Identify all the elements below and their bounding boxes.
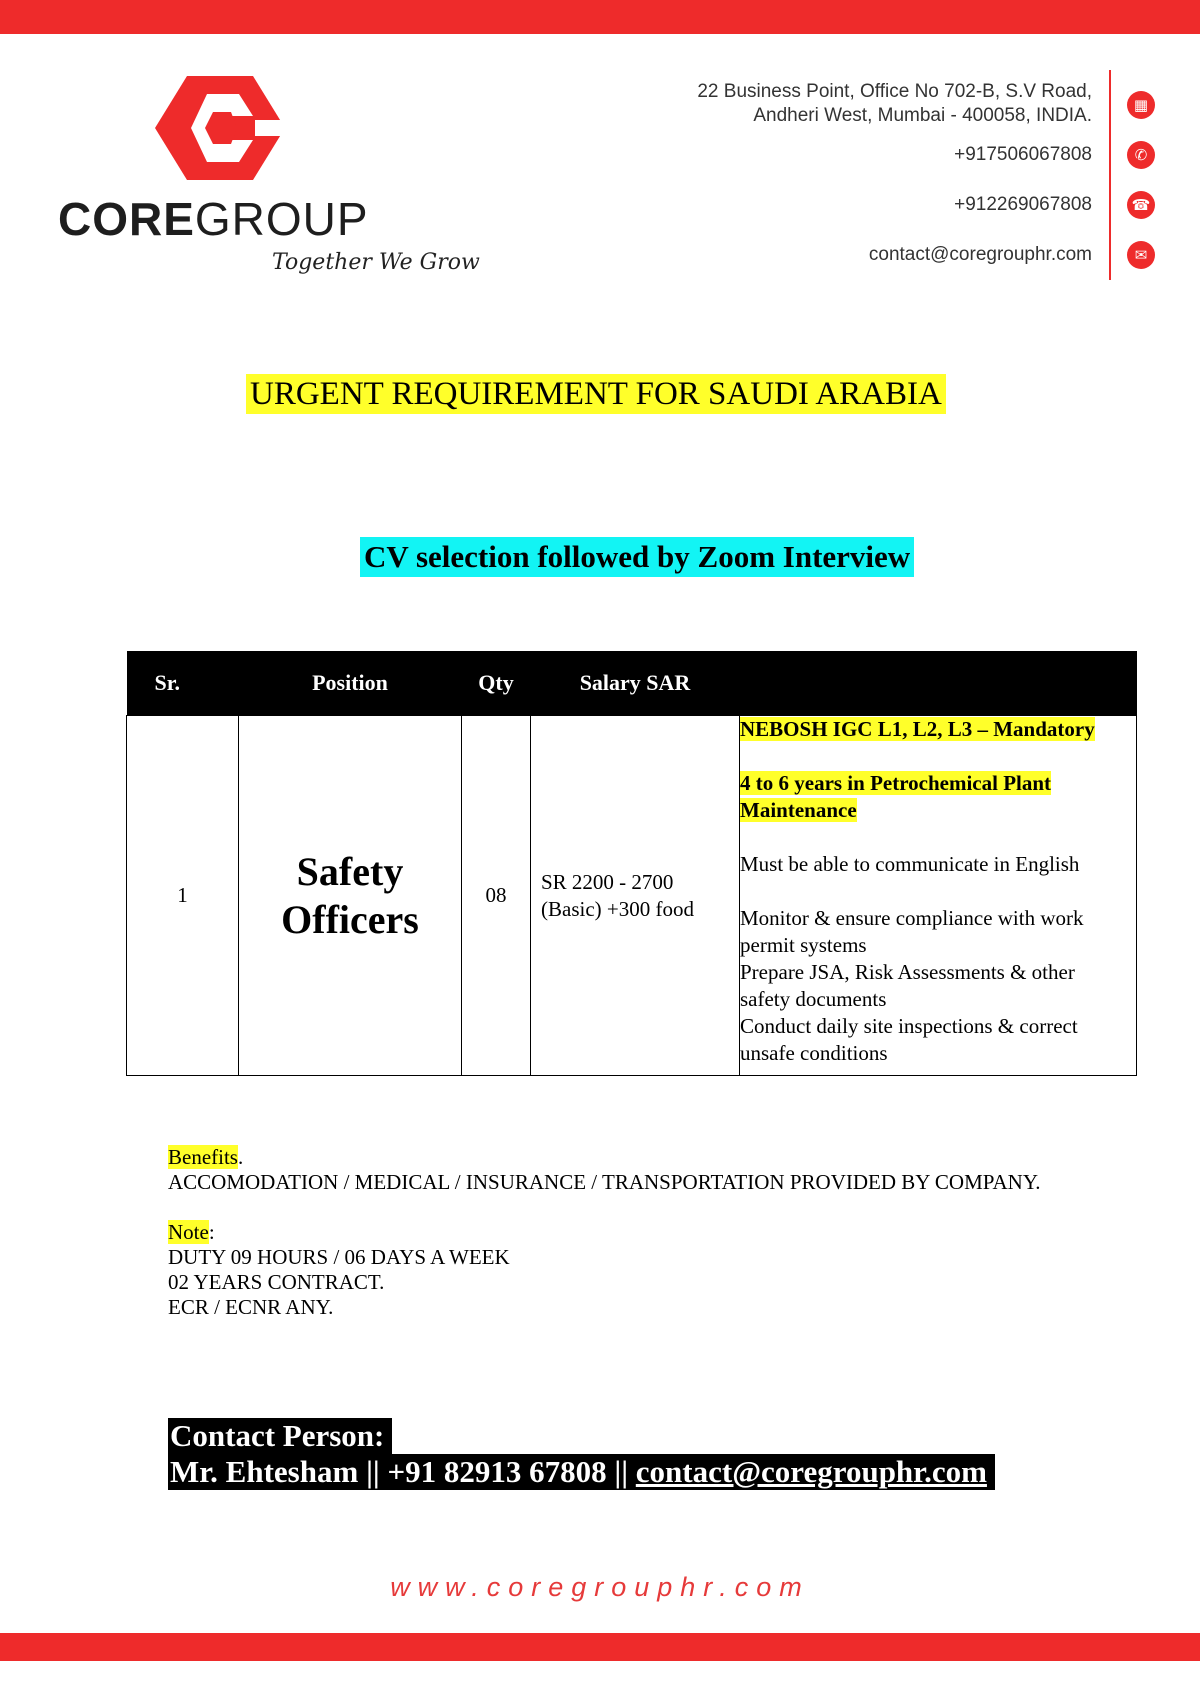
- cell-salary: SR 2200 - 2700 (Basic) +300 food: [531, 716, 740, 1076]
- tagline: Together We Grow: [272, 250, 480, 275]
- note-line-3: ECR / ECNR ANY.: [168, 1295, 334, 1319]
- contact-name: Mr. Ehtesham: [170, 1454, 359, 1489]
- phone-2: +912269067808: [954, 194, 1092, 215]
- req-english: Must be able to communicate in English: [740, 852, 1080, 876]
- duty-1b: permit systems: [740, 933, 867, 957]
- website-link[interactable]: www.coregrouphr.com: [390, 1572, 810, 1602]
- note-label: Note: [168, 1220, 209, 1244]
- contact-label: Contact Person:: [168, 1418, 392, 1454]
- header-sr: Sr.: [127, 651, 239, 716]
- header-requirements: [740, 651, 1137, 716]
- header-email: contact@coregrouphr.com: [868, 244, 1092, 265]
- duty-3b: unsafe conditions: [740, 1041, 888, 1065]
- duty-3a: Conduct daily site inspections & correct: [740, 1014, 1078, 1038]
- brand-name: COREGROUP: [58, 193, 369, 245]
- duty-2b: safety documents: [740, 987, 887, 1011]
- top-red-bar: [0, 0, 1200, 34]
- address: 22 Business Point, Office No 702-B, S.V Road, Andheri West, Mumbai - 400058, INDIA.: [697, 81, 1092, 126]
- contact-divider: [1109, 70, 1111, 280]
- table-row: [127, 716, 1137, 1076]
- building-icon: ▦: [1127, 91, 1155, 119]
- page-title: URGENT REQUIREMENT FOR SAUDI ARABIA: [246, 374, 946, 414]
- subtitle: CV selection followed by Zoom Interview: [360, 537, 914, 577]
- header-qty: Qty: [462, 651, 531, 716]
- header-position: Position: [239, 651, 462, 716]
- contact-person: [168, 1418, 995, 1490]
- req-experience-2: Maintenance: [740, 798, 857, 822]
- req-mandatory: NEBOSH IGC L1, L2, L3 – Mandatory: [740, 717, 1095, 741]
- cell-sr: 1: [127, 716, 239, 1076]
- cell-requirements: [740, 716, 1137, 1076]
- benefits-text: ACCOMODATION / MEDICAL / INSURANCE / TRANSPORTATION PROVIDED BY COMPANY.: [168, 1170, 1041, 1194]
- header-salary: Salary SAR: [531, 651, 740, 716]
- duty-2a: Prepare JSA, Risk Assessments & other: [740, 960, 1075, 984]
- mail-icon: ✉: [1127, 241, 1155, 269]
- contact-email-link[interactable]: contact@coregrouphr.com: [635, 1454, 987, 1489]
- contact-details: Mr. Ehtesham || +91 82913 67808 || contact@coregrouphr.com: [168, 1454, 995, 1490]
- cell-qty: 08: [462, 716, 531, 1076]
- phone-1: +917506067808: [954, 144, 1092, 165]
- req-experience-1: 4 to 6 years in Petrochemical Plant: [740, 771, 1052, 795]
- job-table: [126, 651, 1137, 1076]
- bottom-red-bar: [0, 1633, 1200, 1661]
- cell-position: Safety Officers: [239, 716, 462, 1076]
- phone-icon: ✆: [1127, 141, 1155, 169]
- note-line-2: 02 YEARS CONTRACT.: [168, 1270, 385, 1294]
- note-line-1: DUTY 09 HOURS / 06 DAYS A WEEK: [168, 1245, 510, 1269]
- benefits-label: Benefits: [168, 1145, 238, 1169]
- coregroup-logo-icon: [155, 72, 285, 184]
- contact-phone: +91 82913 67808: [387, 1454, 607, 1489]
- telephone-icon: ☎: [1127, 191, 1155, 219]
- duty-1a: Monitor & ensure compliance with work: [740, 906, 1084, 930]
- table-header: [127, 651, 1137, 716]
- benefits-note-section: Benefits. ACCOMODATION / MEDICAL / INSURANCE / TRANSPORTATION PROVIDED BY COMPANY. Note: DUTY 09 HOURS / 06 DAYS A WEEK 02 YEARS CONTRACT. ECR / ECNR ANY.: [168, 1145, 1041, 1319]
